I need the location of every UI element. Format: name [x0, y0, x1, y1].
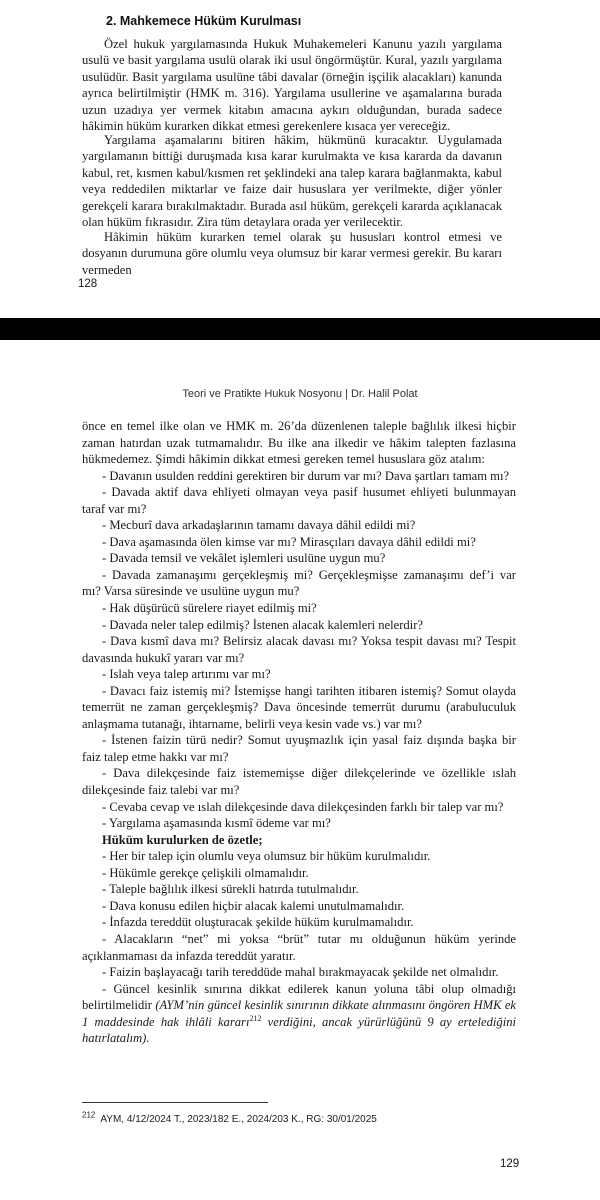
running-header: Teori ve Pratikte Hukuk Nosyonu | Dr. Halil Polat — [182, 388, 418, 400]
question-item: - Davacı faiz istemiş mi? İstemişse hangi tarihten itibaren istemiş? Somut olayda temerrüt ne zaman gerçekleşmiş? Dava öncesinde temerrüt durumu (arabuluculuk anlaşmama tutanağı, ihtarname, belirli veya kesin vade vs.) var mı? — [82, 683, 516, 731]
summary-item: - Hükümle gerekçe çelişkili olmamalıdır. — [102, 865, 309, 880]
summary-heading: Hüküm kurulurken de özetle; — [102, 832, 263, 847]
question-item: - Davada zamanaşımı gerçekleşmiş mi? Gerçekleşmişse zamanaşımı def’i var mı? Varsa süresinde ve usulüne uygun mu? — [82, 567, 516, 599]
question-item: - Davada temsil ve vekâlet işlemleri usulüne uygun mu? — [102, 551, 386, 566]
question-item: - Mecburî dava arkadaşlarının tamamı davaya dâhil edildi mi? — [102, 518, 416, 533]
question-item: - Dava aşamasında ölen kimse var mı? Mirasçıları davaya dâhil edildi mi? — [102, 534, 476, 549]
footnote-ref[interactable]: 212 — [249, 1013, 262, 1023]
question-item: - Davada neler talep edilmiş? İstenen alacak kalemleri nelerdir? — [102, 617, 423, 632]
question-item: - Hak düşürücü sürelere riayet edilmiş mi? — [102, 601, 317, 616]
footnote-divider — [82, 1102, 268, 1103]
last-item-text: - Güncel kesinlik sınırına dikkat edilerek kanun yoluna tâbi olup olmadığı belirtilmelidir — [82, 981, 516, 1013]
question-item: - Davanın usulden reddini gerektiren bir durum var mı? Dava şartları tamam mı? — [102, 468, 510, 483]
paragraph-1: Özel hukuk yargılamasında Hukuk Muhakemeleri Kanunu yazılı yargılama usulü ve basit yargılama usulü olarak iki usul öngörmüştür. Kural, yazılı yargılama usulüdür. Basit yargılama usulüne tâbi davalar (örneğin işçilik alacakları) kanunda ayrıca belirtilmiştir (HMK m. 316). Yargılama usullerine ve aşamalarına burada uzun uzadıya yer vermek kitabın amacına aykırı olduğundan, burada sadece hâkimin hüküm kurarken dikkat etmesi gerekenlere kısaca yer vereceğiz. — [82, 37, 502, 134]
last-item-italic-b: verdiğini, ancak yürürlüğünü 9 ay ertelediğini hatırlatalım). — [82, 1014, 516, 1046]
paragraph-3: Hâkimin hüküm kurarken temel olarak şu hususları kontrol etmesi ve dosyanın durumuna göre olumlu veya olumsuz bir karar vermesi gerekir. Bu kararı vermeden — [82, 230, 502, 277]
question-item: - Yargılama aşamasında kısmî ödeme var mı? — [102, 816, 331, 831]
section-heading: 2. Mahkemece Hüküm Kurulması — [106, 14, 302, 28]
summary-item: - Alacakların “net” mi yoksa “brüt” tutar mı olduğunun hüküm yerinde açıklanmaması da infazda tereddüt yaratır. — [82, 931, 516, 963]
page-number: 128 — [78, 278, 98, 290]
book-page-128 — [0, 0, 600, 318]
question-item: - Dava dilekçesinde faiz istememişse diğer dilekçelerinde ve özellikle ıslah dilekçesinde faiz talebi var mı? — [82, 766, 516, 798]
question-item: - İstenen faizin türü nedir? Somut uyuşmazlık için yasal faiz dışında başka bir faiz talep etme hakkı var mı? — [82, 733, 516, 764]
summary-item: - Taleple bağlılık ilkesi sürekli hatırda tutulmalıdır. — [102, 882, 359, 897]
paragraph-2: Yargılama aşamalarını bitiren hâkim, hükmünü kuracaktır. Uygulamada yargılamanın bittiği duruşmada kısa karar kurulmakta ve kısa kararda da davanın kabul, ret, kısmen kabul/kısmen ret şeklindeki ana talep karara bağlanmakta, kabul veya reddedilen miktarlar ve faize dair hususlara yer verilmekte, diğer yönler gerekçeli karara bırakılmaktadır. Burada asıl hüküm, gerekçeli kararda açıklanacak olan hüküm fıkrasıdır. Zira tüm detaylara orada yer verilecektir. — [82, 133, 502, 230]
book-page-129 — [0, 340, 600, 1200]
question-item: - Dava kısmî dava mı? Belirsiz alacak davası mı? Yoksa tespit davası mı? Tespit davasında hukukî yararı var mı? — [82, 634, 516, 665]
footnote-number: 212 — [82, 1110, 96, 1120]
question-item: - Davada aktif dava ehliyeti olmayan veya pasif husumet ehliyeti bulunmayan taraf var mı? — [82, 485, 516, 516]
summary-item: - Her bir talep için olumlu veya olumsuz bir hüküm kurulmalıdır. — [102, 849, 431, 864]
page-body — [82, 418, 516, 1047]
summary-item: - İnfazda tereddüt oluşturacak şekilde hüküm kurulmamalıdır. — [102, 915, 414, 930]
intro-paragraph: önce en temel ilke olan ve HMK m. 26’da düzenlenen taleple bağlılık ilkesi hiçbir zaman hatırdan uzak tutmamalıdır. Bu ilke ana ilkedir ve hâkim talepten fazlasına hükmedemez. Şimdi hâkimin dikkat etmesi gereken temel hususlara göz atalım: — [82, 419, 516, 467]
last-item-italic-a: (AYM’nin güncel kesinlik sınırının dikkate alınmasını öngören HMK ek 1 maddesinde hak ihlâli kararı — [82, 998, 517, 1029]
question-item: - Cevaba cevap ve ıslah dilekçesinde dava dilekçesinden farklı bir talep var mı? — [102, 799, 504, 814]
question-item: - Islah veya talep artırımı var mı? — [102, 667, 271, 682]
summary-item: - Faizin başlayacağı tarih tereddüde mahal bırakmayacak şekilde net olmalıdır. — [102, 965, 499, 980]
footnote-text: AYM, 4/12/2024 T., 2023/182 E., 2024/203 K., RG: 30/01/2025 — [100, 1114, 377, 1125]
page-number: 129 — [500, 1158, 520, 1170]
summary-item-last — [82, 981, 516, 1047]
summary-item: - Dava konusu edilen hiçbir alacak kalemi unutulmamalıdır. — [102, 898, 405, 913]
footnote — [82, 1110, 377, 1125]
